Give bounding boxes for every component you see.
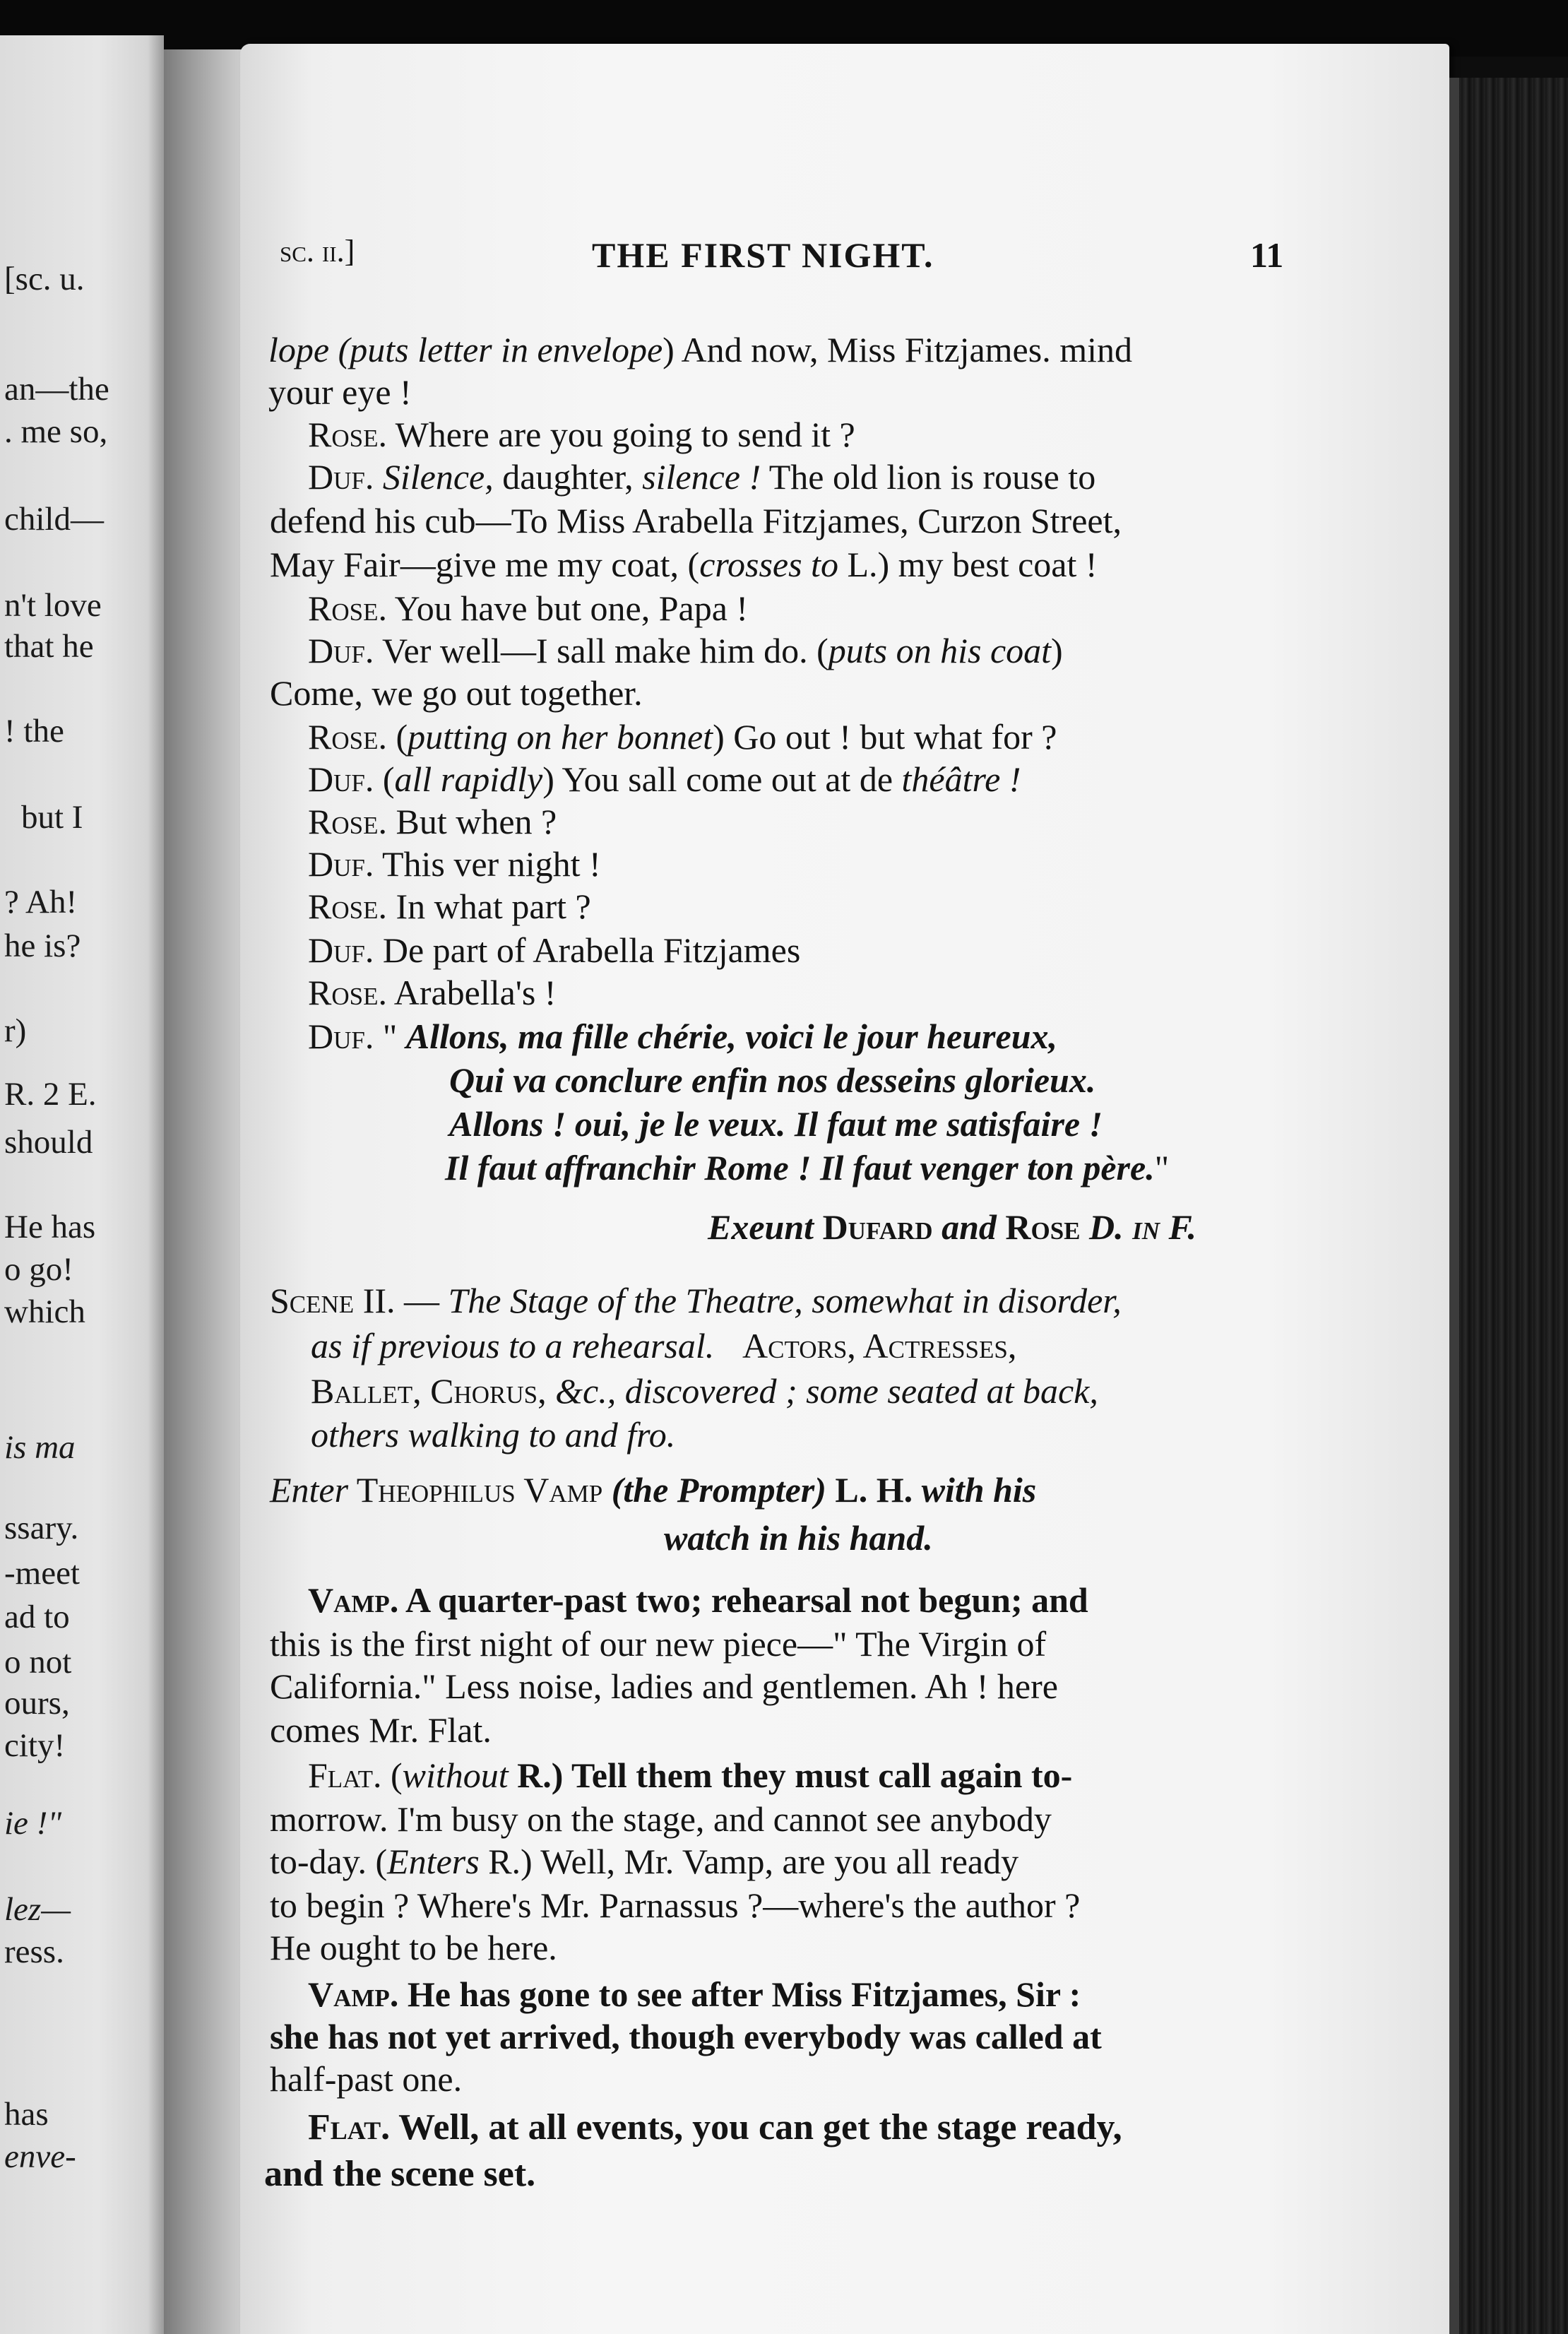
verse-line: Duf. " Allons, ma fille chérie, voici le jour heureux,: [308, 1017, 1057, 1056]
dialogue-line: Duf. Ver well—I sall make him do. (puts on his coat): [308, 631, 1063, 670]
dialogue-line: Vamp. A quarter-past two; rehearsal not begun; and: [308, 1580, 1088, 1620]
stage-direction: Enter Theophilus Vamp (the Prompter) L. H. with his: [270, 1470, 1037, 1510]
text-line: and the scene set.: [264, 2154, 536, 2194]
left-fragment: o go!: [4, 1251, 73, 1288]
text-line: He ought to be here.: [270, 1928, 557, 1967]
dialogue-line: Rose. Where are you going to send it ?: [308, 415, 855, 454]
left-fragment: lez—: [4, 1891, 71, 1928]
dialogue-line: Rose. Arabella's !: [308, 973, 557, 1012]
left-fragment: ress.: [4, 1933, 64, 1970]
left-fragment: that he: [4, 628, 94, 665]
text-line: California." Less noise, ladies and gentlemen. Ah ! here: [270, 1666, 1058, 1706]
left-fragment: r): [4, 1012, 27, 1049]
left-fragment: n't love: [4, 587, 102, 624]
dialogue-line: Rose. You have but one, Papa !: [308, 588, 749, 628]
left-fragment: ie !": [4, 1805, 62, 1842]
page-number: 11: [1250, 235, 1284, 275]
running-header-section: sc. ii.]: [280, 234, 355, 268]
left-fragment: should: [4, 1124, 93, 1161]
scene-heading: Scene II. — The Stage of the Theatre, somewhat in disorder,: [270, 1281, 1122, 1320]
text-line: your eye !: [268, 372, 412, 412]
text-line: comes Mr. Flat.: [270, 1710, 492, 1750]
running-header-title: THE FIRST NIGHT.: [592, 235, 934, 275]
verse-line: Qui va conclure enfin nos desseins glorieux.: [449, 1060, 1096, 1100]
left-fragment: [sc. u.: [4, 261, 85, 297]
text-line: defend his cub—To Miss Arabella Fitzjames, Curzon Street,: [270, 501, 1122, 540]
text-line: this is the first night of our new piece—" The Virgin of: [270, 1624, 1047, 1664]
dialogue-line: Rose. But when ?: [308, 802, 557, 841]
text-line: to begin ? Where's Mr. Parnassus ?—where's the author ?: [270, 1885, 1081, 1925]
left-fragment: child—: [4, 501, 104, 538]
left-fragment: He has: [4, 1209, 96, 1245]
verse-line: Il faut affranchir Rome ! Il faut venger ton père.": [445, 1148, 1170, 1187]
text-line: to-day. (Enters R.) Well, Mr. Vamp, are you all ready: [270, 1842, 1019, 1881]
text-line: lope (puts letter in envelope) And now, Miss Fitzjames. mind: [268, 330, 1132, 369]
left-fragment: ? Ah!: [4, 884, 78, 920]
text-line: Come, we go out together.: [270, 673, 643, 713]
left-fragment: ours,: [4, 1685, 70, 1722]
left-fragment: ! the: [4, 713, 64, 750]
left-fragment: has: [4, 2096, 49, 2133]
dialogue-line: Rose. In what part ?: [308, 887, 591, 926]
verse-line: Allons ! oui, je le veux. Il faut me satisfaire !: [449, 1104, 1103, 1144]
dialogue-line: Flat. Well, at all events, you can get the stage ready,: [308, 2107, 1122, 2148]
dialogue-line: Duf. This ver night !: [308, 844, 601, 884]
dialogue-line: Duf. Silence, daughter, silence ! The old lion is rouse to: [308, 457, 1096, 497]
stage-direction: Exeunt Dufard and Rose D. in F.: [708, 1207, 1196, 1247]
dialogue-line: Flat. (without R.) Tell them they must call again to-: [308, 1755, 1073, 1795]
left-fragment: -meet: [4, 1555, 80, 1592]
stage-direction: watch in his hand.: [664, 1518, 933, 1558]
dialogue-line: Duf. De part of Arabella Fitzjames: [308, 930, 801, 970]
left-fragment: enve-: [4, 2138, 76, 2175]
left-fragment: which: [4, 1293, 85, 1330]
dialogue-line: Vamp. He has gone to see after Miss Fitzjames, Sir :: [308, 1974, 1081, 2014]
scene-heading: as if previous to a rehearsal. Actors, Actresses,: [311, 1326, 1017, 1366]
text-line: May Fair—give me my coat, (crosses to L.) my best coat !: [270, 545, 1098, 584]
text-line: half-past one.: [270, 2059, 463, 2099]
left-fragment: is ma: [4, 1429, 76, 1466]
left-fragment: . me so,: [4, 413, 108, 450]
text-line: she has not yet arrived, though everybody was called at: [270, 2017, 1102, 2056]
left-fragment: R. 2 E.: [4, 1076, 97, 1113]
left-fragment: ad to: [4, 1599, 70, 1635]
scene-heading: others walking to and fro.: [311, 1415, 676, 1455]
scene-heading: Ballet, Chorus, &c., discovered ; some seated at back,: [311, 1371, 1098, 1411]
left-fragment: he is?: [4, 928, 81, 964]
left-fragment: an—the: [4, 371, 109, 408]
left-fragment: ssary.: [4, 1510, 79, 1546]
dialogue-line: Rose. (putting on her bonnet) Go out ! but what for ?: [308, 717, 1057, 757]
left-fragment: but I: [21, 799, 83, 836]
left-fragment: city!: [4, 1727, 66, 1764]
text-line: morrow. I'm busy on the stage, and cannot see anybody: [270, 1799, 1052, 1839]
left-fragment: o not: [4, 1644, 72, 1681]
dialogue-line: Duf. (all rapidly) You sall come out at de théâtre !: [308, 759, 1021, 799]
